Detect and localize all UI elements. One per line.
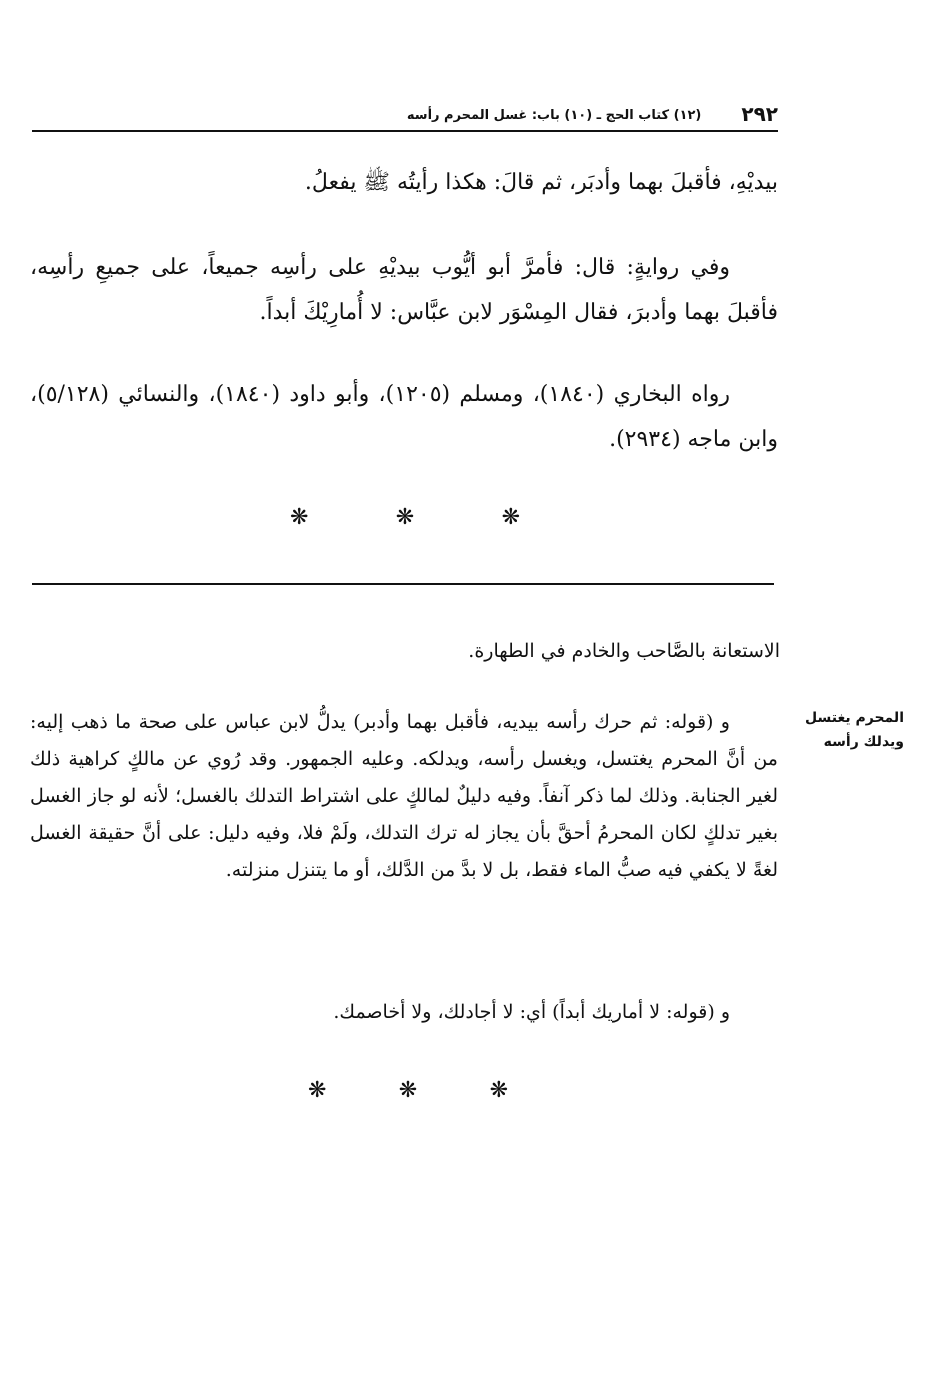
star-ornament: ❋ [395,505,415,530]
star-ornament: ❋ [398,1078,418,1103]
page-number: ٢٩٢ [741,102,778,126]
end-separator [308,1078,508,1103]
star-ornament: ❋ [308,1078,327,1103]
hadith-line: بيديْهِ، فأقبلَ بهما وأدبَر، ثم قالَ: هكذا رأيتُه ﷺ يفعلُ. [304,170,778,195]
running-title: (١٢) كتاب الحج ـ (١٠) باب: غسل المحرم رأسه [406,108,702,123]
commentary-intro-line: الاستعانة بالصَّاحب والخادم في الطهارة. [468,640,780,662]
commentary-body [30,704,778,889]
takhrij-paragraph: رواه البخاري (١٨٤٠)، ومسلم (١٢٠٥)، وأبو داود (١٨٤٠)، والنسائي (٥/١٢٨)، وابن ماجه (٢٩٣٤). [30,382,778,452]
section-separator [290,505,520,530]
star-ornament: ❋ [290,505,309,530]
hadith-text-continuation [30,160,778,205]
riwaya-paragraph: وفي روايةٍ: قال: فأمرَّ أبو أيُّوب بيديْهِ على رأسِه جميعاً، على جميعِ رأسِه، فأقبلَ بهما وأدبرَ، فقال المِسْوَر لابن عبَّاس: لا أُمارِيْكَ أبداً. [30,255,778,325]
margin-note-line: ويدلك رأسه [823,734,904,750]
footnote-divider [32,583,774,585]
star-ornament: ❋ [489,1078,508,1103]
page-header [32,96,778,132]
hadith-riwaya [30,245,778,335]
commentary-paragraph: و (قوله: ثم حرك رأسه بيديه، فأقبل بهما وأدبر) يدلُّ لابن عباس على صحة ما ذهب إليه: من أنَّ المحرم يغتسل، ويغسل رأسه، ويدلكه. وعليه الجمهور. وقد رُوي عن مالكٍ كراهية ذلك لغير الجنابة. وذلك لما ذكر آنفاً. وفيه دليلٌ لمالكٍ على اشتراط التدلك بالغسل؛ لأنه لو جاز الغسل بغير تدلكٍ لكان المحرمُ أحقَّ بأن يجاز له ترك التدلك، ولَمْ فلا، وفيه دليل: على أنَّ حقيقة الغسل لغةً لا يكفي فيه صبُّ الماء فقط، بل لا بدَّ من الدَّلك، أو ما يتنزل منزلته. [30,711,778,881]
hadith-takhrij [30,372,778,462]
commentary-paragraph: و (قوله: لا أماريك أبداً) أي: لا أجادلك، ولا أخاصمك. [333,1001,730,1023]
star-ornament: ❋ [501,505,520,530]
margin-note-line: المحرم يغتسل [805,710,904,726]
margin-note [792,706,904,754]
commentary-body-2 [30,994,778,1031]
commentary-intro [30,633,780,670]
